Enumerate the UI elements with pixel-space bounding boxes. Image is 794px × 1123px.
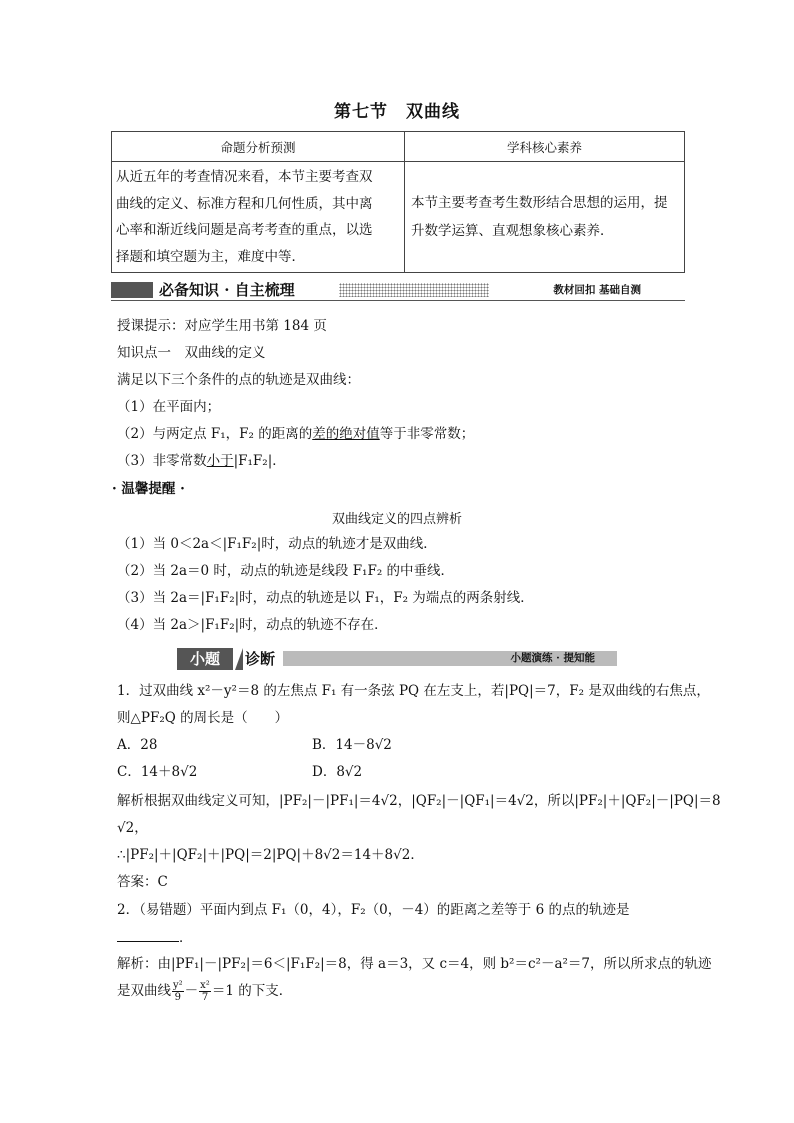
- table-cell-literacy: 本节主要考查考生数形结合思想的运用，提 升数学运算、直观想象核心素养．: [405, 162, 685, 273]
- condition-3: （3）非零常数小于|F₁F₂|．: [117, 453, 286, 469]
- solution-2-line-2: 是双曲线 $\frac{\text{y²}}{9}$ － $\frac{\text{x²}}{7}$ ＝1 的下支．: [117, 980, 293, 1003]
- point-1: （1）当 0＜2a＜|F₁F₂|时，动点的轨迹才是双曲线．: [117, 536, 437, 552]
- knowledge-point-title: 知识点一 双曲线的定义: [117, 345, 266, 361]
- option-a: A．28: [117, 737, 158, 753]
- lesson-hint: 授课提示：对应学生用书第 184 页: [117, 318, 327, 334]
- section-label: 必备知识 · 自主梳理: [159, 281, 295, 299]
- option-b: B．14－8√2: [312, 737, 392, 753]
- banner-label: 诊断: [245, 650, 276, 668]
- question-1-stem: 1．过双曲线 x²－y²＝8 的左焦点 F₁ 有一条弦 PQ 在左支上，若|PQ|＝7，F₂ 是双曲线的右焦点，: [117, 683, 710, 699]
- banner-sublabel: 小题演练 · 提知能: [510, 652, 595, 664]
- section-banner-diagnosis: [177, 648, 617, 670]
- solution-1-line-3: ∴|PF₂|＋|QF₂|＋|PQ|＝2|PQ|＋8√2＝14＋8√2．: [117, 847, 424, 863]
- analysis-table: [111, 131, 685, 273]
- section-sublabel: 教材回扣 基础自测: [553, 284, 641, 296]
- solution-2-line-1: 解析：由|PF₁|－|PF₂|＝6＜|F₁F₂|＝8，得 a＝3，又 c＝4，则 b²＝c²－a²＝7，所以所求点的轨迹: [117, 956, 712, 972]
- page-title: 第七节 双曲线: [334, 102, 460, 122]
- banner-block: [111, 282, 153, 298]
- point-2: （2）当 2a＝0 时，动点的轨迹是线段 F₁F₂ 的中垂线．: [117, 563, 455, 579]
- solution-1-line-1: 解析根据双曲线定义可知，|PF₂|－|PF₁|＝4√2，|QF₂|－|QF₁|＝4√2，所以|PF₂|＋|QF₂|－|PQ|＝8: [117, 793, 721, 809]
- solution-1-line-2: √2，: [117, 820, 148, 836]
- option-c: C．14＋8√2: [117, 764, 198, 780]
- table-header-prediction: 命题分析预测: [112, 132, 405, 162]
- condition-1: （1）在平面内；: [117, 399, 221, 415]
- banner-dots: [339, 283, 489, 297]
- analysis-title: 双曲线定义的四点辨析: [331, 512, 462, 527]
- definition-intro: 满足以下三个条件的点的轨迹是双曲线：: [117, 372, 360, 388]
- question-2-blank-line: ．: [117, 927, 193, 948]
- tip-title: · 温馨提醒 ·: [112, 481, 185, 497]
- fraction-y2-over-9: $\frac{\text{y²}}{9}$: [173, 980, 183, 1003]
- fraction-x2-over-7: $\frac{\text{x²}}{7}$: [200, 980, 210, 1003]
- table-cell-prediction: 从近五年的考查情况来看，本节主要考查双 曲线的定义、标准方程和几何性质，其中离 心率和渐近线问题是高考考查的重点，以选 择题和填空题为主，难度中等．: [112, 162, 405, 273]
- banner-label-block: 小题: [177, 648, 233, 670]
- answer-1: 答案：C: [117, 874, 168, 890]
- answer-blank: [117, 927, 179, 942]
- question-1-stem-cont: 则△PF₂Q 的周长是（ ）: [117, 710, 289, 726]
- banner-underline: [111, 300, 685, 301]
- section-banner-knowledge: [111, 279, 685, 301]
- condition-2: （2）与两定点 F₁，F₂ 的距离的差的绝对值等于非零常数；: [117, 426, 475, 442]
- question-2-stem: 2．（易错题）平面内到点 F₁（0，4），F₂（0，－4）的距离之差等于 6 的点的轨迹是: [117, 902, 630, 918]
- point-4: （4）当 2a＞|F₁F₂|时，动点的轨迹不存在．: [117, 617, 388, 633]
- option-d: D．8√2: [312, 764, 363, 780]
- table-header-literacy: 学科核心素养: [405, 132, 685, 162]
- point-3: （3）当 2a＝|F₁F₂|时，动点的轨迹是以 F₁，F₂ 为端点的两条射线．: [117, 590, 534, 606]
- banner-slash: [235, 648, 243, 670]
